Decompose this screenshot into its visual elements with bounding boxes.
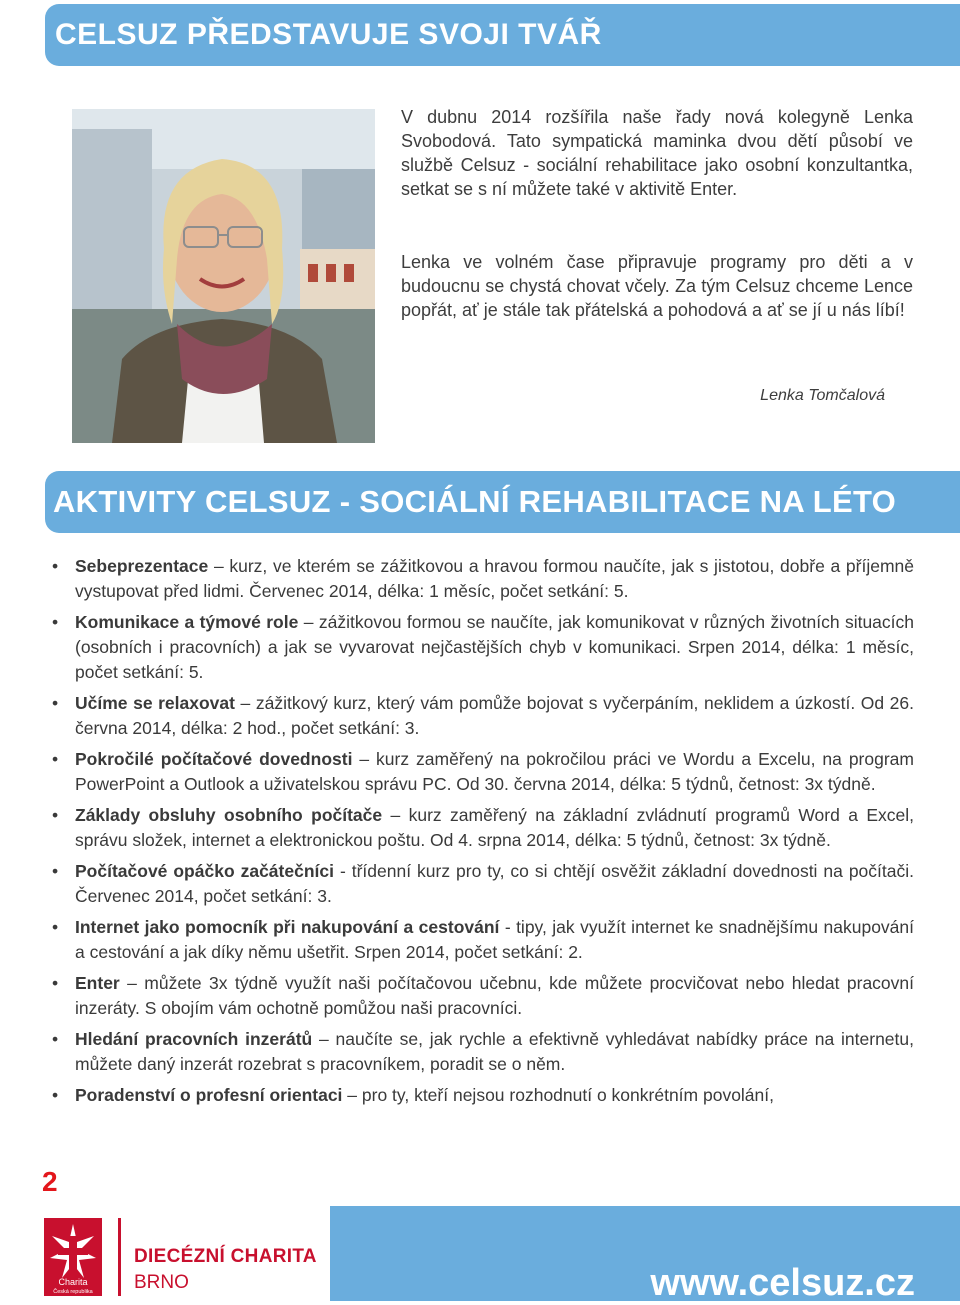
bullet: •	[52, 556, 59, 576]
bullet: •	[52, 612, 59, 632]
page-title: CELSUZ PŘEDSTAVUJE SVOJI TVÁŘ	[55, 18, 602, 51]
activity-description: – zážitkovou formou se naučíte, jak komunikovat v různých životních situacích (osobních i pracovních) a jak se vyvarovat nejčastějších chyb v komunikaci. Srpen 2014, délka: 1 měsíc, počet setkání: 5.	[75, 612, 915, 682]
activity-description: – pro ty, kteří nejsou rozhodnutí o konkrétním povolání,	[342, 1085, 775, 1105]
divider	[118, 1218, 121, 1296]
activity-name: Poradenství o profesní orientaci	[75, 1085, 343, 1105]
activity-name: Pokročilé počítačové dovednosti	[75, 749, 353, 769]
list-item	[50, 915, 914, 965]
activity-description: – kurz, ve kterém se zážitkovou a hravou formou naučíte, jak s jistotou, dobře a příjemně vystupovat před lidmi. Červenec 2014, délka: 1 měsíc, počet setkání: 5.	[75, 556, 914, 601]
activity-name: Počítačové opáčko začátečníci	[75, 861, 334, 881]
page-number: 2	[42, 1166, 58, 1197]
list-item	[50, 554, 914, 604]
bullet: •	[52, 693, 59, 713]
list-item	[50, 610, 914, 685]
activity-name: Hledání pracovních inzerátů	[75, 1029, 313, 1049]
list-item	[50, 1083, 914, 1108]
list-item	[50, 803, 914, 853]
activity-description: – naučíte se, jak rychle a efektivně vyhledávat nabídky práce na internetu, můžete daný inzerát rozebrat s pracovníkem, poradit se o něm.	[75, 1029, 914, 1074]
org-name: DIECÉZNÍ CHARITA	[134, 1246, 317, 1267]
website-link[interactable]: www.celsuz.cz	[650, 1262, 915, 1304]
bullet: •	[52, 749, 59, 769]
bullet: •	[52, 1029, 59, 1049]
list-item	[50, 1027, 914, 1077]
bullet: •	[52, 1085, 59, 1105]
activity-description: – kurz zaměřený na základní zvládnutí programů Word a Excel, správu složek, internet a elektronickou poštu. Od 4. srpna 2014, délka: 5 týdnů, četnost: 3x týdně.	[75, 805, 914, 850]
activity-description: - tipy, jak využít internet ke snadnějšímu nakupování a cestování a jak díky němu ušetřit. Srpen 2014, počet setkání: 2.	[75, 917, 914, 962]
activity-description: – můžete 3x týdně využít naši počítačovou učebnu, kde můžete procvičovat nebo hledat pracovní inzeráty. S obojím vám ochotně pomůžou naši pracovníci.	[75, 973, 914, 1018]
logo-subtext: Česká republika	[53, 1289, 93, 1295]
portrait-photo	[72, 109, 375, 443]
activity-name: Enter	[75, 973, 120, 993]
activity-description: - třídenní kurz pro ty, co si chtějí osvěžit základní dovednosti na počítači. Červenec 2014, počet setkání: 3.	[75, 861, 914, 906]
section-banner	[45, 471, 960, 533]
activity-description: – zážitkový kurz, který vám pomůže bojovat s vyčerpáním, neklidem a úzkostí. Od 26. června 2014, délka: 2 hod., počet setkání: 3.	[75, 693, 914, 738]
header-banner	[45, 4, 960, 66]
section-title: AKTIVITY CELSUZ - SOCIÁLNÍ REHABILITACE NA LÉTO	[53, 484, 897, 519]
list-item	[50, 691, 914, 741]
bullet: •	[52, 973, 59, 993]
org-city: BRNO	[134, 1272, 189, 1293]
activity-name: Internet jako pomocník při nakupování a cestování	[75, 917, 500, 937]
list-item	[50, 859, 914, 909]
list-item	[50, 747, 914, 797]
charita-logo-icon	[44, 1218, 102, 1296]
intro-paragraph-1: V dubnu 2014 rozšířila naše řady nová kolegyně Lenka Svobodová. Tato sympatická maminka dvou dětí působí ve službě Celsuz - sociální rehabilitace jako osobní konzultantka, setkat se s ní můžete také v aktivitě Enter.	[401, 107, 913, 199]
activity-name: Základy obsluhy osobního počítače	[75, 805, 383, 825]
activities-list	[50, 554, 914, 1114]
activity-name: Komunikace a týmové role	[75, 612, 299, 632]
bullet: •	[52, 805, 59, 825]
signature: Lenka Tomčalová	[760, 387, 885, 404]
activity-name: Učíme se relaxovat	[75, 693, 235, 713]
bullet: •	[52, 861, 59, 881]
activity-description: – kurz zaměřený na pokročilou práci ve Wordu a Excelu, na program PowerPoint a Outlook a uživatelskou správu PC. Od 30. června 2014, délka: 5 týdnů, četnost: 3x týdně.	[75, 749, 914, 794]
list-item	[50, 971, 914, 1021]
activity-name: Sebeprezentace	[75, 556, 209, 576]
logo-text: Charita	[58, 1277, 88, 1287]
bullet: •	[52, 917, 59, 937]
intro-paragraph-2: Lenka ve volném čase připravuje programy pro děti a v budoucnu se chystá chovat včely. Za tým Celsuz chceme Lence popřát, ať je stále tak přátelská a pohodová a ať se jí u nás líbí!	[401, 252, 913, 320]
